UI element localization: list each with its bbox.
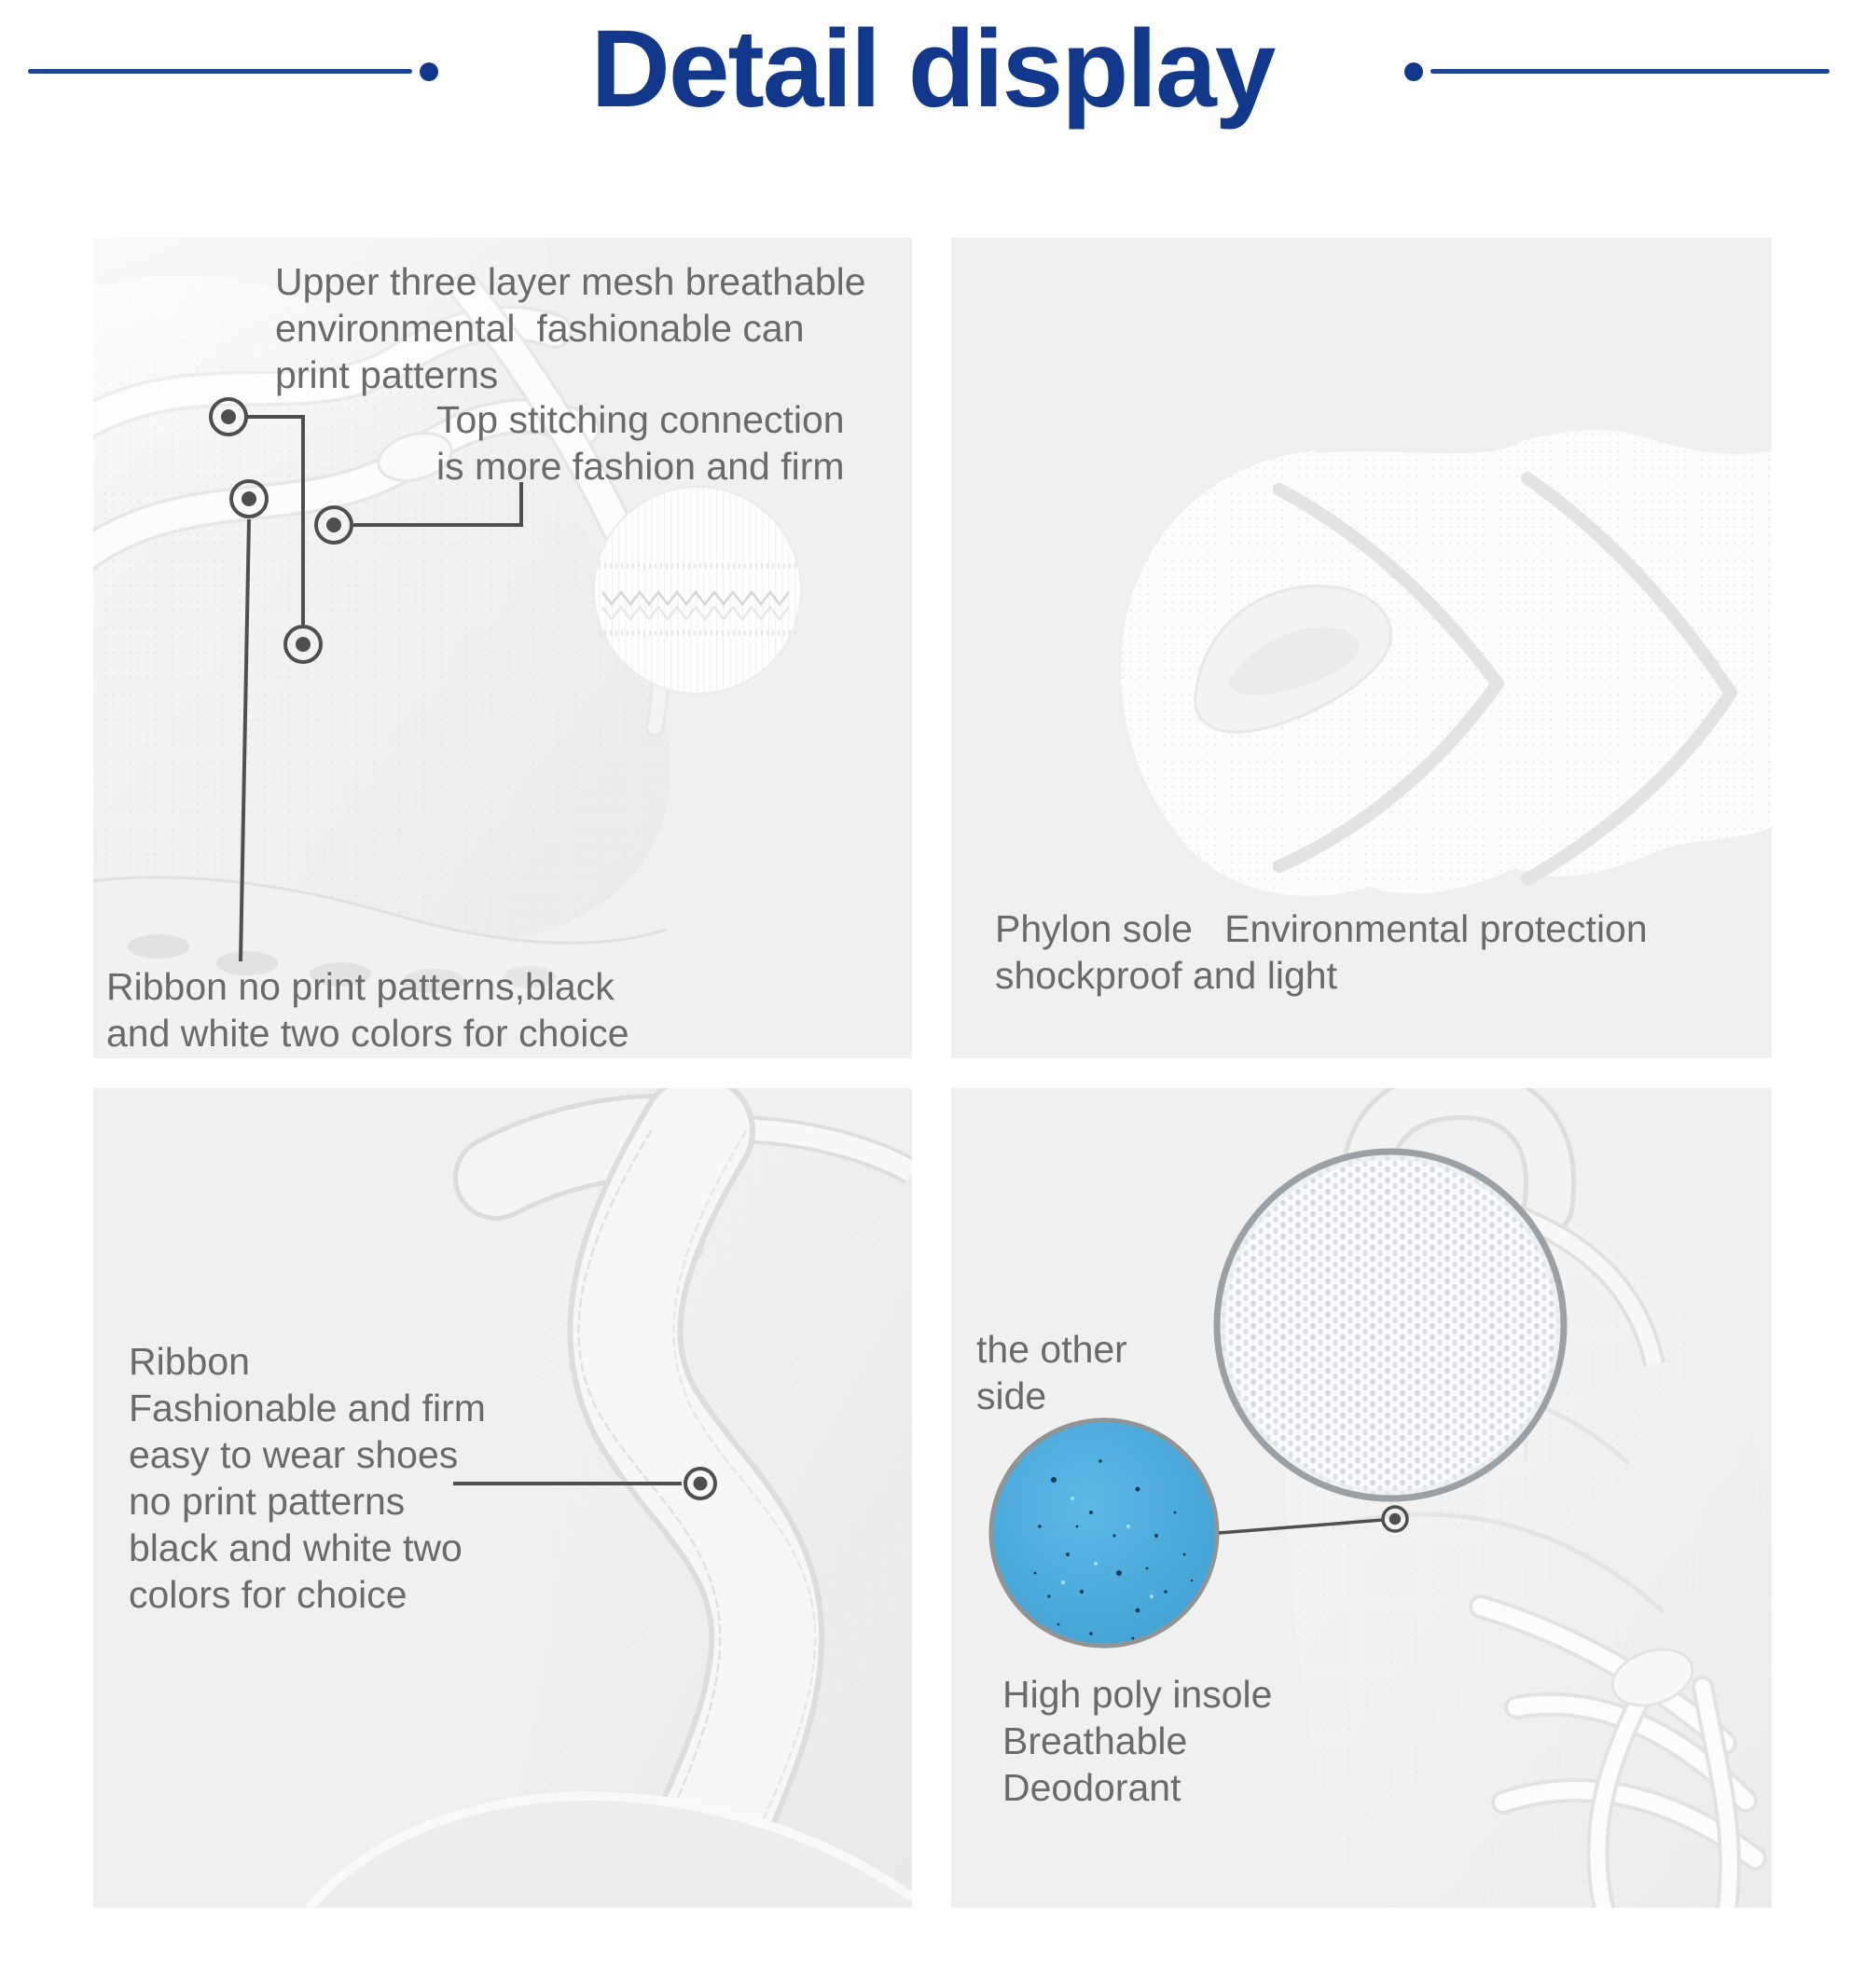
note-heel-ribbon: Ribbon Fashionable and firm easy to wear shoes no print patterns black and white two colors for choice	[129, 1340, 486, 1616]
note-upper-mesh: Upper three layer mesh breathable environmental fashionable can print patterns	[275, 260, 866, 396]
panel-sole-detail	[951, 238, 1772, 1058]
page-title: Detail display	[590, 7, 1275, 131]
note-other-side: the other side	[976, 1328, 1127, 1417]
panel-upper-detail	[93, 238, 912, 1058]
header-decor-dot-right	[1404, 62, 1423, 81]
note-top-stitching: Top stitching connection is more fashion and firm	[436, 398, 845, 488]
note-ribbon-colors: Ribbon no print patterns,black and white two colors for choice	[106, 965, 629, 1055]
header-decor-line-right	[1430, 69, 1830, 74]
mesh-zoom-circle	[1217, 1152, 1564, 1498]
panel-insole-detail	[951, 1088, 1772, 1908]
note-phylon-sole: Phylon sole Environmental protection shockproof and light	[995, 907, 1648, 997]
panel-heel-ribbon	[93, 1088, 912, 1908]
stitch-zoom-circle	[594, 487, 801, 694]
insole-zoom-circle	[991, 1420, 1217, 1646]
note-high-poly-insole: High poly insole Breathable Deodorant	[1002, 1673, 1273, 1809]
